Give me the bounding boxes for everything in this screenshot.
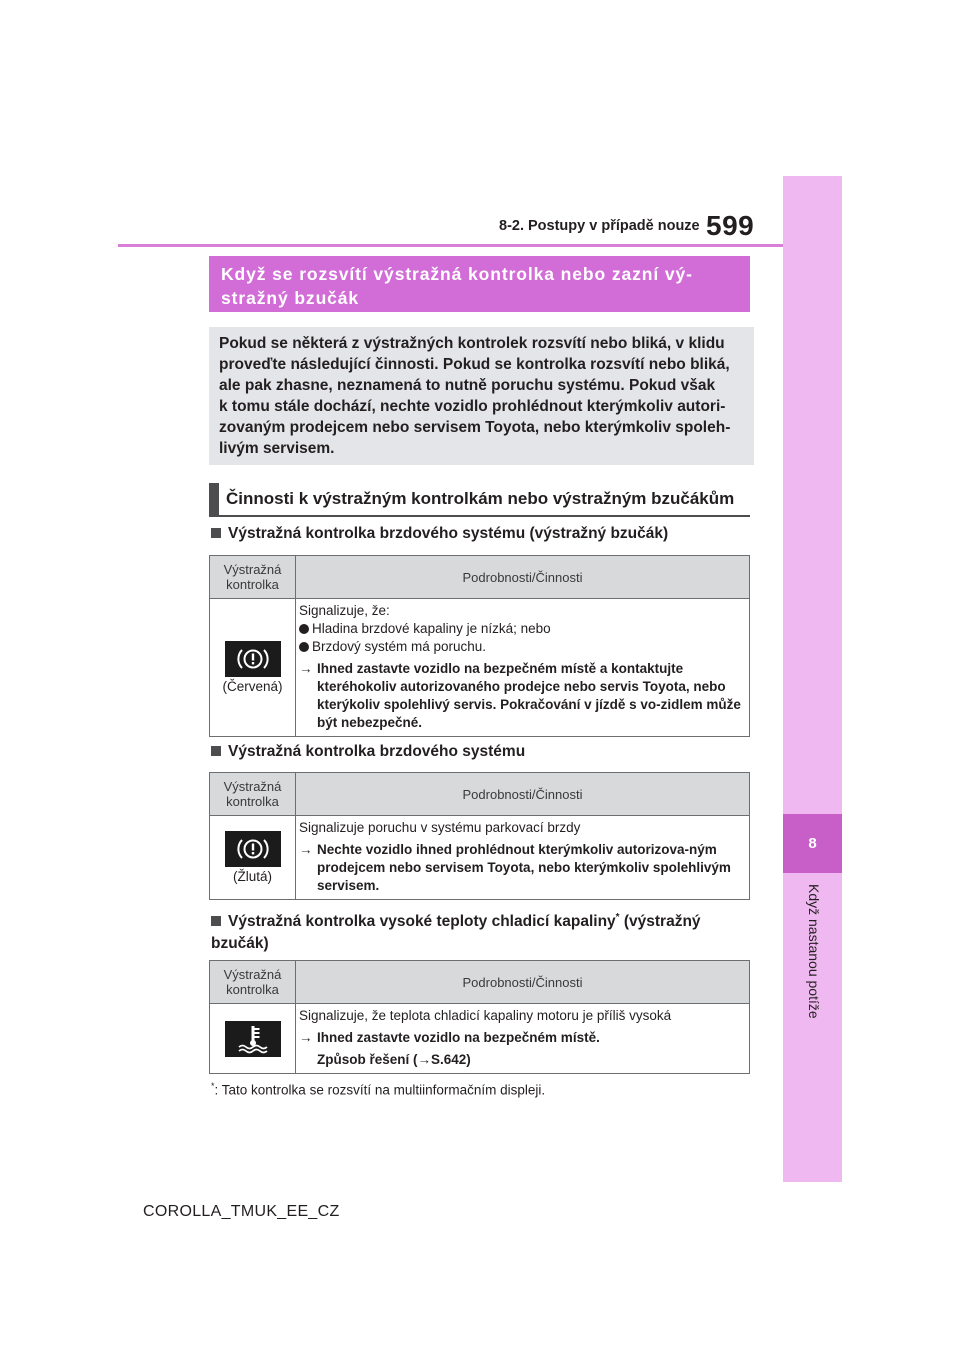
- arrow-icon: →: [417, 1052, 432, 1067]
- square-bullet-icon: [211, 916, 221, 926]
- list-item: [299, 638, 745, 656]
- bullet-text: Hladina brzdové kapaliny je nízká; nebo: [312, 621, 551, 636]
- table-header-row: [210, 556, 750, 599]
- document-code: COROLLA_TMUK_EE_CZ: [143, 1203, 340, 1220]
- page-number: 599: [706, 210, 755, 241]
- brake-warning-icon: [225, 831, 281, 867]
- intro-line: Pokud se některá z výstražných kontrolek rozsvítí nebo bliká, v klidu: [219, 335, 725, 352]
- action-text: Nechte vozidlo ihned prohlédnout kterýmkoliv autorizova-ným prodejcem nebo servisem Toyota, nebo kterýmkoliv spolehlivým servisem.: [317, 842, 731, 893]
- warning-table-coolant: [209, 960, 750, 1074]
- subheading-brake-system: [211, 741, 525, 763]
- square-bullet-icon: [211, 528, 221, 538]
- warning-table-brake-yellow: [209, 772, 750, 900]
- subheading-text: Výstražná kontrolka brzdového systému (výstražný bzučák): [228, 525, 669, 542]
- light-color-caption: (Červená): [222, 679, 283, 694]
- col-header-details: Podrobnosti/Činnosti: [296, 773, 750, 816]
- bullet-dot-icon: [299, 642, 309, 652]
- topic-title-box: [209, 256, 750, 312]
- table-row: [210, 599, 750, 737]
- subheading-text: Výstražná kontrolka brzdového systému: [228, 743, 526, 760]
- footnote-mark: *: [615, 912, 620, 923]
- table-row: [210, 816, 750, 900]
- details-cell: [296, 599, 750, 737]
- col-header-light: Výstražná kontrolka: [210, 961, 296, 1004]
- intro-line: zovaným prodejcem nebo servisem Toyota, nebo kterýmkoliv spoleh-: [219, 419, 731, 436]
- action-line: [299, 1029, 745, 1047]
- detail-intro: Signalizuje poruchu v systému parkovací brzdy: [299, 820, 581, 835]
- detail-intro: Signalizuje, že teplota chladicí kapaliny motoru je příliš vysoká: [299, 1008, 672, 1023]
- table-header-row: [210, 773, 750, 816]
- intro-line: k tomu stále dochází, nechte vozidlo prohlédnout kterýmkoliv autori-: [219, 398, 726, 415]
- topic-title-line: stražný bzučák: [221, 288, 360, 308]
- section-heading-text: Činnosti k výstražným kontrolkám nebo výstražným bzučákům: [226, 489, 735, 508]
- detail-intro: Signalizuje, že:: [299, 603, 390, 618]
- action-text: Ihned zastavte vozidlo na bezpečném místě.: [317, 1030, 600, 1045]
- section-title: 8-2. Postupy v případě nouze: [499, 218, 700, 234]
- intro-line: ale pak zhasne, neznamená to nutně poruchu systému. Pokud však: [219, 377, 716, 394]
- subheading-coolant-temperature: [211, 907, 731, 955]
- chapter-side-label: Když nastanou potíže: [806, 884, 822, 1019]
- subheading-brake-system-buzzer: [211, 523, 668, 545]
- section-heading-rule: [219, 515, 750, 517]
- section-heading: [209, 483, 750, 517]
- light-cell: [210, 816, 296, 900]
- arrow-icon: →: [299, 1030, 313, 1045]
- header-rule: [118, 244, 783, 247]
- table-row: [210, 1004, 750, 1074]
- bullet-text: Brzdový systém má poruchu.: [312, 639, 487, 654]
- col-header-details: Podrobnosti/Činnosti: [296, 961, 750, 1004]
- arrow-icon: →: [299, 661, 313, 676]
- intro-line: proveďte následující činnosti. Pokud se kontrolka rozsvítí nebo bliká,: [219, 356, 730, 373]
- page-reference-link[interactable]: S.642): [431, 1052, 471, 1067]
- details-cell: [296, 816, 750, 900]
- warning-table-brake-red: [209, 555, 750, 737]
- solution-reference[interactable]: [317, 1051, 745, 1069]
- intro-line: livým servisem.: [219, 440, 335, 457]
- solution-prefix: Způsob řešení (: [317, 1052, 418, 1067]
- bullet-dot-icon: [299, 624, 309, 634]
- col-header-light: Výstražná kontrolka: [210, 556, 296, 599]
- topic-title-line: Když se rozsvítí výstražná kontrolka nebo zazní vý-: [221, 264, 693, 284]
- footnote: [211, 1081, 545, 1098]
- action-line: [299, 660, 745, 732]
- chapter-number-tab[interactable]: 8: [783, 814, 842, 873]
- subheading-tail: (výstražný bzučák): [211, 913, 701, 953]
- intro-box: [209, 327, 754, 465]
- list-item: [299, 620, 745, 638]
- square-bullet-icon: [211, 746, 221, 756]
- light-cell: [210, 1004, 296, 1074]
- table-header-row: [210, 961, 750, 1004]
- arrow-icon: →: [299, 842, 313, 857]
- section-heading-bar: [209, 483, 219, 517]
- col-header-details: Podrobnosti/Činnosti: [296, 556, 750, 599]
- subheading-text: Výstražná kontrolka vysoké teploty chladicí kapaliny: [228, 913, 616, 931]
- action-text: Ihned zastavte vozidlo na bezpečném místě a kontaktujte kteréhokoliv autorizovaného prodejce nebo servis Toyota, nebo kterýkoliv spolehlivý servis. Pokračování v jízdě s vo-zidlem může být nebezpečné.: [317, 661, 741, 730]
- action-line: [299, 841, 745, 895]
- col-header-light: Výstražná kontrolka: [210, 773, 296, 816]
- footnote-mark: *: [211, 1081, 215, 1091]
- details-cell: [296, 1004, 750, 1074]
- light-color-caption: (Žlutá): [232, 869, 272, 884]
- footnote-text: : Tato kontrolka se rozsvítí na multiinformačním displeji.: [214, 1082, 546, 1098]
- coolant-temperature-icon: [225, 1021, 281, 1057]
- brake-warning-icon: [225, 641, 281, 677]
- light-cell: [210, 599, 296, 737]
